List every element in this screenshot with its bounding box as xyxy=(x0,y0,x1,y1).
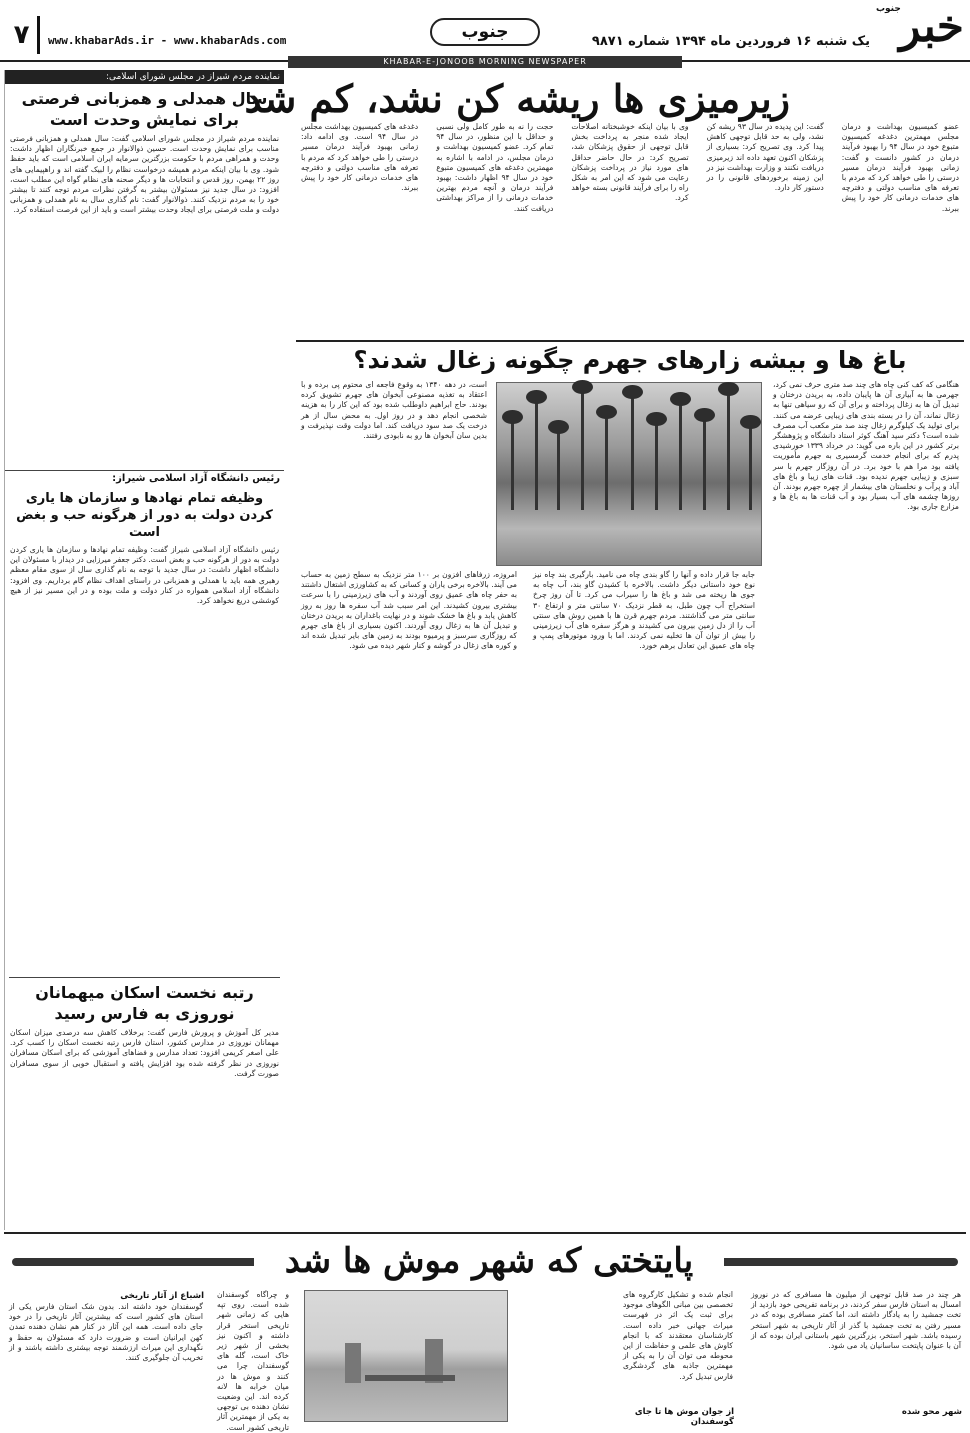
left-article-title: سال همدلی و همزبانی فرصتی برای نمایش وحدت است xyxy=(21,89,268,129)
article-1-col-4: حجت را نه به طور کامل ولی نسبی و حداقل با این منظور، در سال ۹۴ تمام کرد. عضو کمیسیون بهداشت و درمان مجلس، در ادامه با اشاره به مهمترین دغدغه های کمیسیون متبوع خود در سال ۹۴ اظهار داشت: بهبود فرآیند درمان و آنچه مردم بهترین خدمات درمانی را از مراکز بهداشتی دریافت کنند. xyxy=(436,122,554,213)
masthead xyxy=(0,0,970,62)
article-2-headline: باغ ها و بیشه زارهای جهرم چگونه زغال شدند؟ xyxy=(296,340,964,378)
left-article-2-tag: رئیس دانشگاه آزاد اسلامی شیراز: xyxy=(5,470,284,486)
left-article-body: نماینده مردم شیراز در مجلس شورای اسلامی گفت: سال همدلی و همزبانی فرصتی مناسب برای نمایش وحدت است. حسین ذوالانوار در جمع خبرنگاران اظهار داشت: وحدت و همراهی مردم با حکومت بزرگترین سرمایه ایران اسلامی است که باید حفظ شود. وی با بیان اینکه مردم همیشه درخواست نظام را لبیک گفته اند و راهپیمایی های روز ۲۲ بهمن، روز قدس و انتخابات ها و دیگر صحنه های نظام گواه این مطلب است، افزود: در سال جدید نیز مسئولان بیشتر به گرفتن نظرات مردم توجه کنند تا بیشتر خود را به مردم نزدیک کنند. ذوالانوار گفت: نام گذاری سال به نام همدلی و همزبانی دولت و ملت فرصتی برای ایجاد وحدت بیشتر است و باید از این فرصت استفاده کرد. xyxy=(10,134,280,215)
date-issue: یک شنبه ۱۶ فروردین ماه ۱۳۹۴ شماره ۹۸۷۱ xyxy=(591,34,870,49)
masthead-strap: KHABAR-E-JONOOB MORNING NEWSPAPER xyxy=(288,56,682,68)
article-3-col-1-wrap xyxy=(746,1290,966,1428)
article-3-col-4: گوسفندان خود داشته اند. بدون شک استان فارس یکی از استان های کشور است که بیشترین آثار تاریخی را در خود جای داده است. همه این آثار در کنار هم نشان دهنده تمدن کهن ایرانیان است و ضرورت دارد که مسئولان به حفظ و نگهداری این میراث ارزشمند توجه بیشتری داشته باشند و از تخریب آن جلوگیری کنند. xyxy=(9,1302,203,1363)
article-1-col-3: وی با بیان اینکه خوشبختانه اصلاحات ایجاد شده منجر به پرداخت بخش قابل توجهی از حقوق پزشکان شد، تصریح کرد: در حال حاضر حداقل های مورد نیاز در پرداخت پزشکان رعایت می شود که این امر به شکل راه را برای فرآیند قانونی بسته خواهد کرد. xyxy=(571,122,689,203)
article-3-columns xyxy=(4,1290,966,1432)
article-1-col-5: دغدغه های کمیسیون بهداشت مجلس در سال ۹۴ است. وی ادامه داد: زمانی بهبود فرآیند درمان مسیر درستی را طی خواهد کرد که مردم با تعرفه های مناسب دولتی و دفترچه های خدمات درمانی کار خود را پیش ببرند. xyxy=(300,122,419,193)
logo-text: خبر xyxy=(899,1,964,52)
ruins-photo xyxy=(304,1290,508,1422)
article-3-col-2-wrap xyxy=(618,1290,738,1428)
article-3-col-3: و چراگاه گوسفندان شده است. روی تپه هایی که زمانی شهر تاریخی استخر قرار داشته و اکنون نیز بخشی از شهر زیر خاک است، گله های گوسفندان چرا می کنند و موش ها در میان خرابه ها لانه کرده اند. این وضعیت نشان دهنده بی توجهی به یکی از مهمترین آثار تاریخی کشور است. xyxy=(217,1290,289,1432)
article-3-sub-3: اشباع از آثار تاریخی xyxy=(120,1291,204,1301)
left-article-tag: نماینده مردم شیراز در مجلس شورای اسلامی: xyxy=(5,70,284,84)
logo-badge: جنوب xyxy=(876,4,901,14)
article-1-headline: زیرمیزی ها ریشه کن نشد، کم شد xyxy=(244,76,790,121)
page-number: ۷ xyxy=(6,16,40,54)
article-3-sub-1: شهر محو شده xyxy=(901,1407,962,1417)
article-1-col-1: عضو کمیسیون بهداشت و درمان مجلس مهمترین دغدغه کمیسیون متبوع خود در سال ۹۴ را بهبود فرآیند درمان در کشور دانست و گفت: زمانی بهبود فرآیند درمان مسیر درستی را طی خواهد کرد که مردم با تعرفه های مناسب دولتی و دفترچه های خدمات درمانی کار خود را پیش ببرند. xyxy=(841,122,959,213)
left-article-2-title: وظیفه تمام نهادها و سازمان ها یاری کردن دولت به دور از هرگونه حب و بغض است xyxy=(16,491,273,540)
article-3-col-3-wrap xyxy=(212,1290,294,1432)
article-2-col-top-left: است، در دهه ۱۳۴۰ به وقوع فاجعه ای محتوم پی برده و با اعتقاد به تغذیه مصنوعی آبخوان های جهرم تشویق کرده بودند. حاج ابراهیم داوطلب شده بود که این کار را به هزینه شخصی انجام دهد و در روز اول. به محض سال از هر درخت یک صد سود دریافت کند. اما دولت وقت نپذیرفت و بدین سان آبخوان ها رو به نابودی رفتند. xyxy=(301,380,487,441)
newspaper-logo xyxy=(874,2,964,56)
palm-grove-photo xyxy=(496,382,762,566)
left-article-3-body: مدیر کل آموزش و پرورش فارس گفت: برخلاف کاهش سه درصدی میزان اسکان مهمانان نوروزی در مدارس کشور، استان فارس رتبه نخست اسکان را کسب کرد. علی اصغر کریمی افزود: تعداد مدارس و فضاهای آموزشی که برای اسکان مسافران نوروزی در نظر گرفته شده بود افزایش یافته و استقبال خوبی از سوی مسافران صورت گرفت. xyxy=(10,1028,279,1078)
article-2-col-bottom-2: جابه جا قرار داده و آنها را گاو بندی چاه می نامید. بارگیری بند چاه نیز نوع خود داستانی دیگر داشت. بالاخره با کشیدن گاو بند، آب چاه به جوی ها ریخته می شد و باغ ها را سیراب می کرد. تا آن روز چرخ استخراج آب چون طبل، به قطر نزدیک ۷۰ سانتی متر و ارتفاع ۳۰ سانتی متر می گذاشتند. مردم جهرم قرن ها با همین روش های سنتی آب را از دل زمین بیرون می کشیدند و هرگز سفره های آب زیرزمینی را بیش از توان آن ها تخلیه نمی کردند. اما با ورود موتورهای پمپ و چاه های عمیق این تعادل برهم خورد. xyxy=(533,570,755,651)
section-name: جنوب xyxy=(430,18,540,46)
article-3-banner xyxy=(4,1232,966,1286)
left-article-2-body: رئیس دانشگاه آزاد اسلامی شیراز گفت: وظیفه تمام نهادها و سازمان ها یاری کردن دولت به دور از هرگونه حب و بغض است. دکتر جعفر میرزایی در دیدار با مسئولان این دانشگاه اظهار داشت: در سال جدید با توجه به نام گذاری سال از سوی مقام معظم رهبری همه باید با همدلی و همزبانی در راستای اهداف نظام گام برداریم. وی افزود: دانشگاه آزاد اسلامی همواره در کنار دولت و ملت بوده و در این مسیر نیز از هیچ کوششی دریغ نخواهد کرد. xyxy=(10,545,279,606)
article-3-sub-2: از جوان موش ها تا جای گوسفندان xyxy=(634,1407,734,1427)
article-1-col-2: گفت: این پدیده در سال ۹۳ ریشه کن نشد، ولی به حد قابل توجهی کاهش پیدا کرد. وی تصریح کرد: بسیاری از پزشکان اکنون تعهد داده اند زیرمیزی دریافت نکنند و وزارت بهداشت نیز در این زمینه برخوردهای قانونی را در دستور کار دارد. xyxy=(706,122,824,193)
article-3-col-1: هر چند در صد قابل توجهی از میلیون ها مسافری که در نوروز امسال به استان فارس سفر کردند، در برنامه تفریحی خود بازدید از تخت جمشید را به یادگار داشته اند، اما کمتر مسافری بوده که در مسیر رفتن به تخت جمشید با گذر از آثار تاریخی به شهر استخر رسیده باشد. شهر استخر، بزرگترین شهر باستانی ایران بوده که از آن با عنوان پایتخت ساسانیان یاد می شود. xyxy=(751,1290,961,1351)
article-2-col-right: هنگامی که کف کنی چاه های چند صد متری حرف نمی کرد، جهرمی ها به آبیاری آن ها پایبان داده، به بریدن درختان و تبدیل آن ها به زغال پرداخته و برای آن که رو سیاهی تنها به زغال نماند، آن را در بسته بندی های زیبایی عرضه می کنند. برای تولید یک کیلوگرم زغال چند صد متر مکعب آب مصرف شده است؟ دکتر سید آهنگ کوثر استاد دانشگاه و پژوهشگر برتر کشور در این باره می گوید: در خرداد ۱۳۳۹ خورشیدی پدرم که برای انجام خدمت گرمسیری به جهرم مأموریت یافته بود مرا هم با خود برد. در آن روزگار جهرم با سر سبزی و زیبایی جهرم ندیده بود. قنات های زیبا و باغ های آباد و پرآب و نخلستان های بیشمار از چهره جهرم بودند. آن روزها چشمه های آب بسیار بود و آب قنات ها به باغ ها و مزارع جاری بود. xyxy=(773,380,959,512)
site-url: www.khabarAds.ir - www.khabarAds.com xyxy=(48,34,287,47)
left-article-3-title: رتبه نخست اسکان میهمانان نوروزی به فارس رسید xyxy=(9,977,280,1024)
article-3-col-4-wrap xyxy=(4,1290,208,1428)
article-2-col-bottom-1: امروزه، زرفاهای افزون بر ۱۰۰ متر نزدیک به سطح زمین به حساب می آیند. بالاخره برخی یاران و کسانی که به کشاورزی اشتغال داشتند به حفر چاه های عمیق روی آوردند و آب های زیرزمینی را با سرعت بیشتری بیرون کشیدند. این امر سبب شد آب سفره ها روز به روز کاهش یابد و باغ ها خشک شوند و در نهایت باغداران به بریدن درختان و تبدیل آن ها به زغال روی آوردند. اکنون بسیاری از باغ های جهرم که روزگاری سرسبز و پرمیوه بودند به زمین های بایر تبدیل شده اند و کوره های زغال در گوشه و کنار شهر دیده می شود. xyxy=(301,570,517,651)
article-1-columns xyxy=(296,122,964,344)
article-3-col-2: انجام شده و تشکیل کارگروه های تخصصی بین مبانی الگوهای موجود برای ثبت یک اثر در فهرست میراث جهانی خبر داده است. کارشناسان معتقدند که با انجام کاوش های علمی و حفاظت از این محوطه می توان آن را به یکی از مهمترین جاذبه های گردشگری فارس تبدیل کرد. xyxy=(623,1290,733,1381)
left-column xyxy=(4,70,284,1230)
article-3-headline: پایتختی که شهر موش ها شد xyxy=(254,1236,724,1286)
